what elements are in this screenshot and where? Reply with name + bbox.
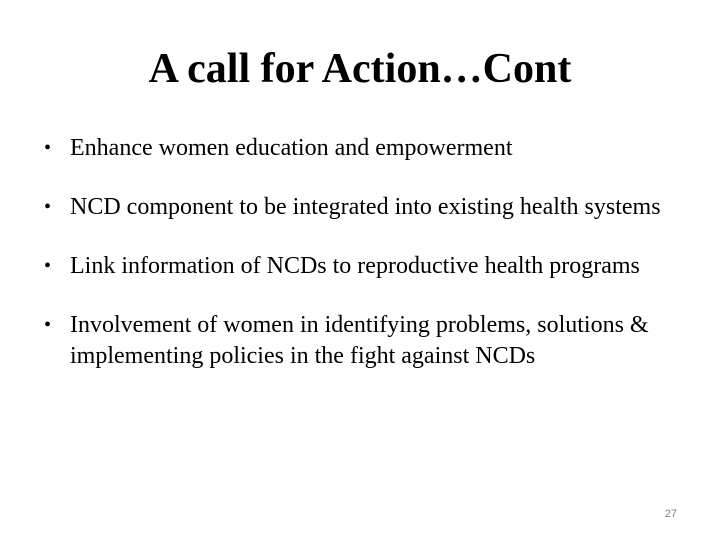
- bullet-text: Enhance women education and empowerment: [70, 135, 513, 161]
- bullet-item: [44, 251, 684, 282]
- bullet-marker: •: [44, 314, 52, 336]
- bullet-text: NCD component to be integrated into existing health systems: [70, 194, 661, 220]
- bullet-list: [44, 133, 684, 400]
- bullet-text: Link information of NCDs to reproductive health programs: [70, 253, 640, 279]
- bullet-item: [44, 133, 684, 164]
- bullet-marker: •: [44, 196, 52, 218]
- page-number: 27: [664, 508, 677, 520]
- slide-title: A call for Action…Cont: [148, 46, 572, 92]
- bullet-item: [44, 192, 684, 223]
- bullet-item: [44, 310, 684, 372]
- bullet-text: Involvement of women in identifying problems, solutions & implementing policies in the fight against NCDs: [70, 312, 649, 369]
- bullet-marker: •: [44, 137, 52, 159]
- bullet-marker: •: [44, 255, 52, 277]
